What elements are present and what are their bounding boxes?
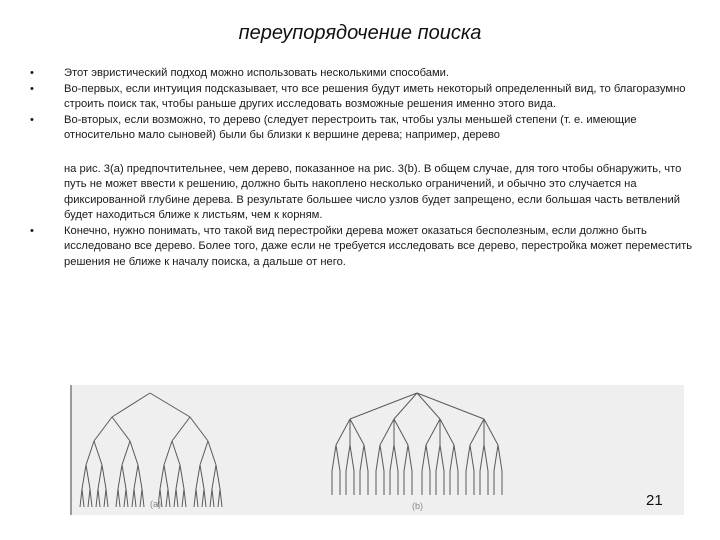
- figure-label-b: (b): [412, 501, 423, 511]
- bullet-list: [30, 66, 695, 270]
- bullet-text: на рис. 3(а) предпочтительнее, чем дерево, показанное на рис. 3(b). В общем случае, для того чтобы обнаружить, что путь не может ввести к решению, должно быть накоплено несколько ограничений, и обычно это случается на фиксированной глубине дерева. В результате большее число узлов будет запрещено, если большая часть ветвлений будет находиться ближе к листьям, чем к корням.: [64, 162, 682, 221]
- tree-b: [332, 393, 502, 495]
- bullet-text: Конечно, нужно понимать, что такой вид перестройки дерева может оказаться бесполезным, если должно быть исследовано все дерево. Более того, даже если не требуется исследовать все дерево, перестройка может переместить решения не ближе к началу поиска, а дальше от него.: [64, 224, 693, 268]
- figure-label-a: (a): [150, 499, 161, 509]
- bullet-dot: •: [30, 67, 34, 79]
- bullet-dot: •: [30, 82, 34, 95]
- bullet-item: [30, 66, 695, 82]
- tree-diagram: [72, 385, 684, 515]
- bullet-item: [30, 224, 695, 271]
- bullet-text: Во-вторых, если возможно, то дерево (следует перестроить так, чтобы узлы меньшей степени (т. е. имеющие относительно мало сыновей) были бы близки к вершине дерева; например, дерево: [64, 113, 637, 141]
- tree-figure: [70, 385, 684, 515]
- bullet-dot: •: [30, 113, 34, 126]
- bullet-dot: •: [30, 224, 34, 237]
- bullet-text: Этот эвристический подход можно использовать несколькими способами.: [64, 67, 449, 79]
- bullet-continuation: [30, 162, 695, 224]
- bullet-text: Во-первых, если интуиция подсказывает, что все решения будут иметь некоторый определенный вид, то благоразумно строить поиск так, чтобы раньше других исследовать возможные решения именно этого вида.: [64, 82, 686, 110]
- bullet-item: [30, 82, 695, 113]
- page-number: 21: [646, 492, 663, 509]
- tree-a: [80, 393, 222, 507]
- bullet-item: [30, 113, 695, 144]
- slide-title: переупорядочение поиска: [238, 22, 482, 44]
